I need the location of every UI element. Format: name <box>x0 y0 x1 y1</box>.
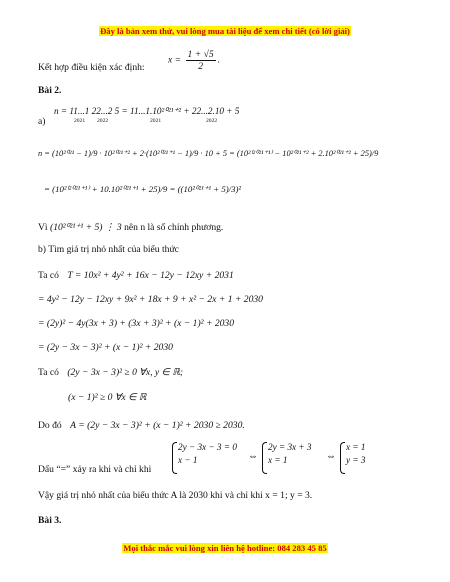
system-2-line-2: x = 1 <box>268 455 288 465</box>
part-a-label: a) <box>38 116 46 127</box>
system-1 <box>178 442 237 465</box>
under-2021-b: 2021 <box>150 118 162 124</box>
eq-2: = (2y)² − 4y(3x + 3) + (3x + 3)² + (x − 1)² + 2030 <box>38 318 235 329</box>
inequality-1: (2y − 3x − 3)² ≥ 0 ∀x, y ∈ ℝ; <box>67 367 184 378</box>
bai2-title: Bài 2. <box>38 85 62 96</box>
header-banner: Đây là bản xem thử, vui lòng mua tài liệu để xem chi tiết (có lời giải) <box>100 26 350 36</box>
x-den: 2 <box>198 61 204 72</box>
system-1-line-2: x − 1 <box>178 455 198 465</box>
inequality-2: (x − 1)² ≥ 0 ∀x ∈ ℝ <box>68 392 147 403</box>
system-3-line-2: y = 3 <box>346 455 366 465</box>
x-num: 1 + √5 <box>187 49 214 60</box>
brace-2 <box>262 442 267 474</box>
part-b: b) Tìm giá trị nhỏ nhất của biểu thức <box>38 244 179 255</box>
dau-bang-text: Dấu “=” xảy ra khi và chỉ khi <box>38 464 152 475</box>
ta-co-label: Ta có <box>38 270 59 281</box>
n-line-3: = (10²⁽²⁰²¹⁺¹⁾ + 10.10²⁰²¹⁺¹ + 25)/9 = ((10²⁰²¹⁺¹ + 5)/3)² <box>44 184 242 194</box>
eq-1: = 4y² − 12y − 12xy + 9x² + 18x + 9 + x² − 2x + 1 + 2030 <box>38 294 263 305</box>
footer-banner: Mọi thắc mắc vui lòng xin liên hệ hotline: 084 283 45 85 <box>123 543 327 553</box>
ta-co-line <box>38 270 234 281</box>
system-3 <box>346 442 365 465</box>
vi-prefix: Vì <box>38 222 48 233</box>
brace-1 <box>172 442 177 474</box>
x-value: x = $\frac{1 + √5}{2}$ . <box>168 49 221 72</box>
conclusion: Vậy giá trị nhỏ nhất của biểu thức A là 2030 khi và chỉ khi x = 1; y = 3. <box>38 490 313 501</box>
system-2 <box>268 442 312 465</box>
eq-3: = (2y − 3x − 3)² + (x − 1)² + 2030 <box>38 342 173 353</box>
vi-line <box>38 222 223 233</box>
vi-suffix: nên n là số chính phương. <box>124 222 224 233</box>
t-expression: T = 10x² + 4y² + 16x − 12y − 12xy + 2031 <box>67 270 234 281</box>
a-expression: A = (2y − 3x − 3)² + (x − 1)² + 2030 ≥ 2030. <box>70 420 245 431</box>
under-2022-b: 2022 <box>206 118 218 124</box>
equiv-arrow-1: ⇔ <box>248 451 258 462</box>
n-line-2: n = (10²⁰²¹ − 1)/9 · 10²⁰²¹⁺² + 2·(10²⁰²¹⁺¹ − 1)/9 · 10 + 5 = (10²⁽²⁰²¹⁺¹⁾ − 10²⁰²¹⁺² + 2.10²⁰²¹⁺² + 25)/9 <box>38 149 379 158</box>
n-expression: n = 11...1 22...2 5 = 11...1.10²⁰²¹⁺² + 22...2.10 + 5 <box>54 106 240 116</box>
ta-co-2-line <box>38 367 183 378</box>
system-1-line-1: 2y − 3x − 3 = 0 <box>178 442 237 452</box>
under-2022-a: 2022 <box>97 118 109 124</box>
system-2-line-1: 2y = 3x + 3 <box>268 442 312 452</box>
condition-line <box>38 62 145 73</box>
equiv-arrow-2: ⇔ <box>326 451 336 462</box>
do-do-label: Do đó <box>38 420 62 431</box>
vi-expr: (10²⁰²¹⁺¹ + 5) ⋮ 3 <box>50 222 122 233</box>
system-3-line-1: x = 1 <box>346 442 366 452</box>
under-2021-a: 2021 <box>74 118 86 124</box>
do-do-line <box>38 420 245 431</box>
x-fraction <box>186 49 216 72</box>
brace-3 <box>340 442 345 474</box>
x-lhs: x = <box>168 54 182 66</box>
bai3-title: Bài 3. <box>38 515 62 526</box>
ta-co-2-label: Ta có <box>38 367 59 378</box>
condition-text: Kết hợp điều kiện xác định: <box>38 62 145 73</box>
